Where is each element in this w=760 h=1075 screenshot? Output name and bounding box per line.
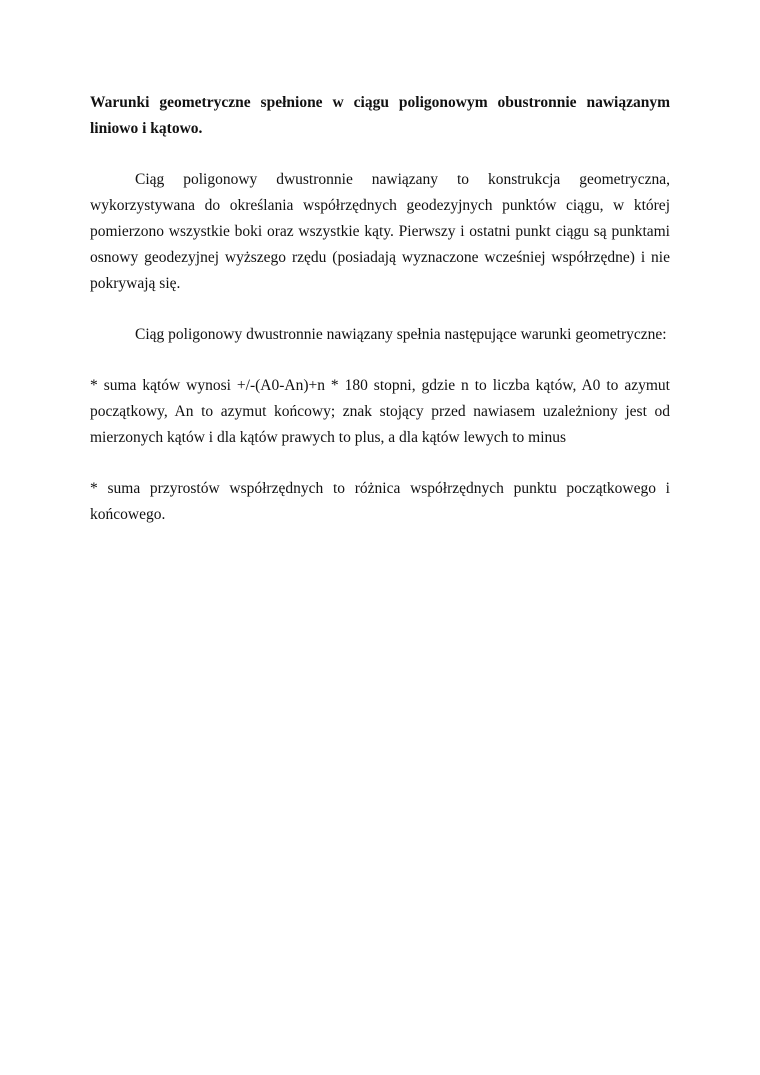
paragraph-coordinate-increment-condition: * suma przyrostów współrzędnych to różnica współrzędnych punktu początkowego i końcowego. [90,480,670,523]
paragraph-angle-sum-condition: * suma kątów wynosi +/-(A0-An)+n * 180 stopni, gdzie n to liczba kątów, A0 to azymut początkowy, An to azymut końcowy; znak stojący przed nawiasem uzależniony jest od mierzonych kątów i dla kątów prawych to plus, a dla kątów lewych to minus [90,377,670,446]
document-title: Warunki geometryczne spełnione w ciągu poligonowym obustronnie nawiązanym liniowo i kątowo. [90,94,670,137]
paragraph-conditions-intro: Ciąg poligonowy dwustronnie nawiązany spełnia następujące warunki geometryczne: [135,326,667,343]
document-body [90,90,670,553]
paragraph-definition: Ciąg poligonowy dwustronnie nawiązany to konstrukcja geometryczna, wykorzystywana do określania współrzędnych geodezyjnych punktów ciągu, w której pomierzono wszystkie boki oraz wszystkie kąty. Pierwszy i ostatni punkt ciągu są punktami osnowy geodezyjnej wyższego rzędu (posiadają wyznaczone wcześniej współrzędne) i nie pokrywają się. [90,171,670,292]
